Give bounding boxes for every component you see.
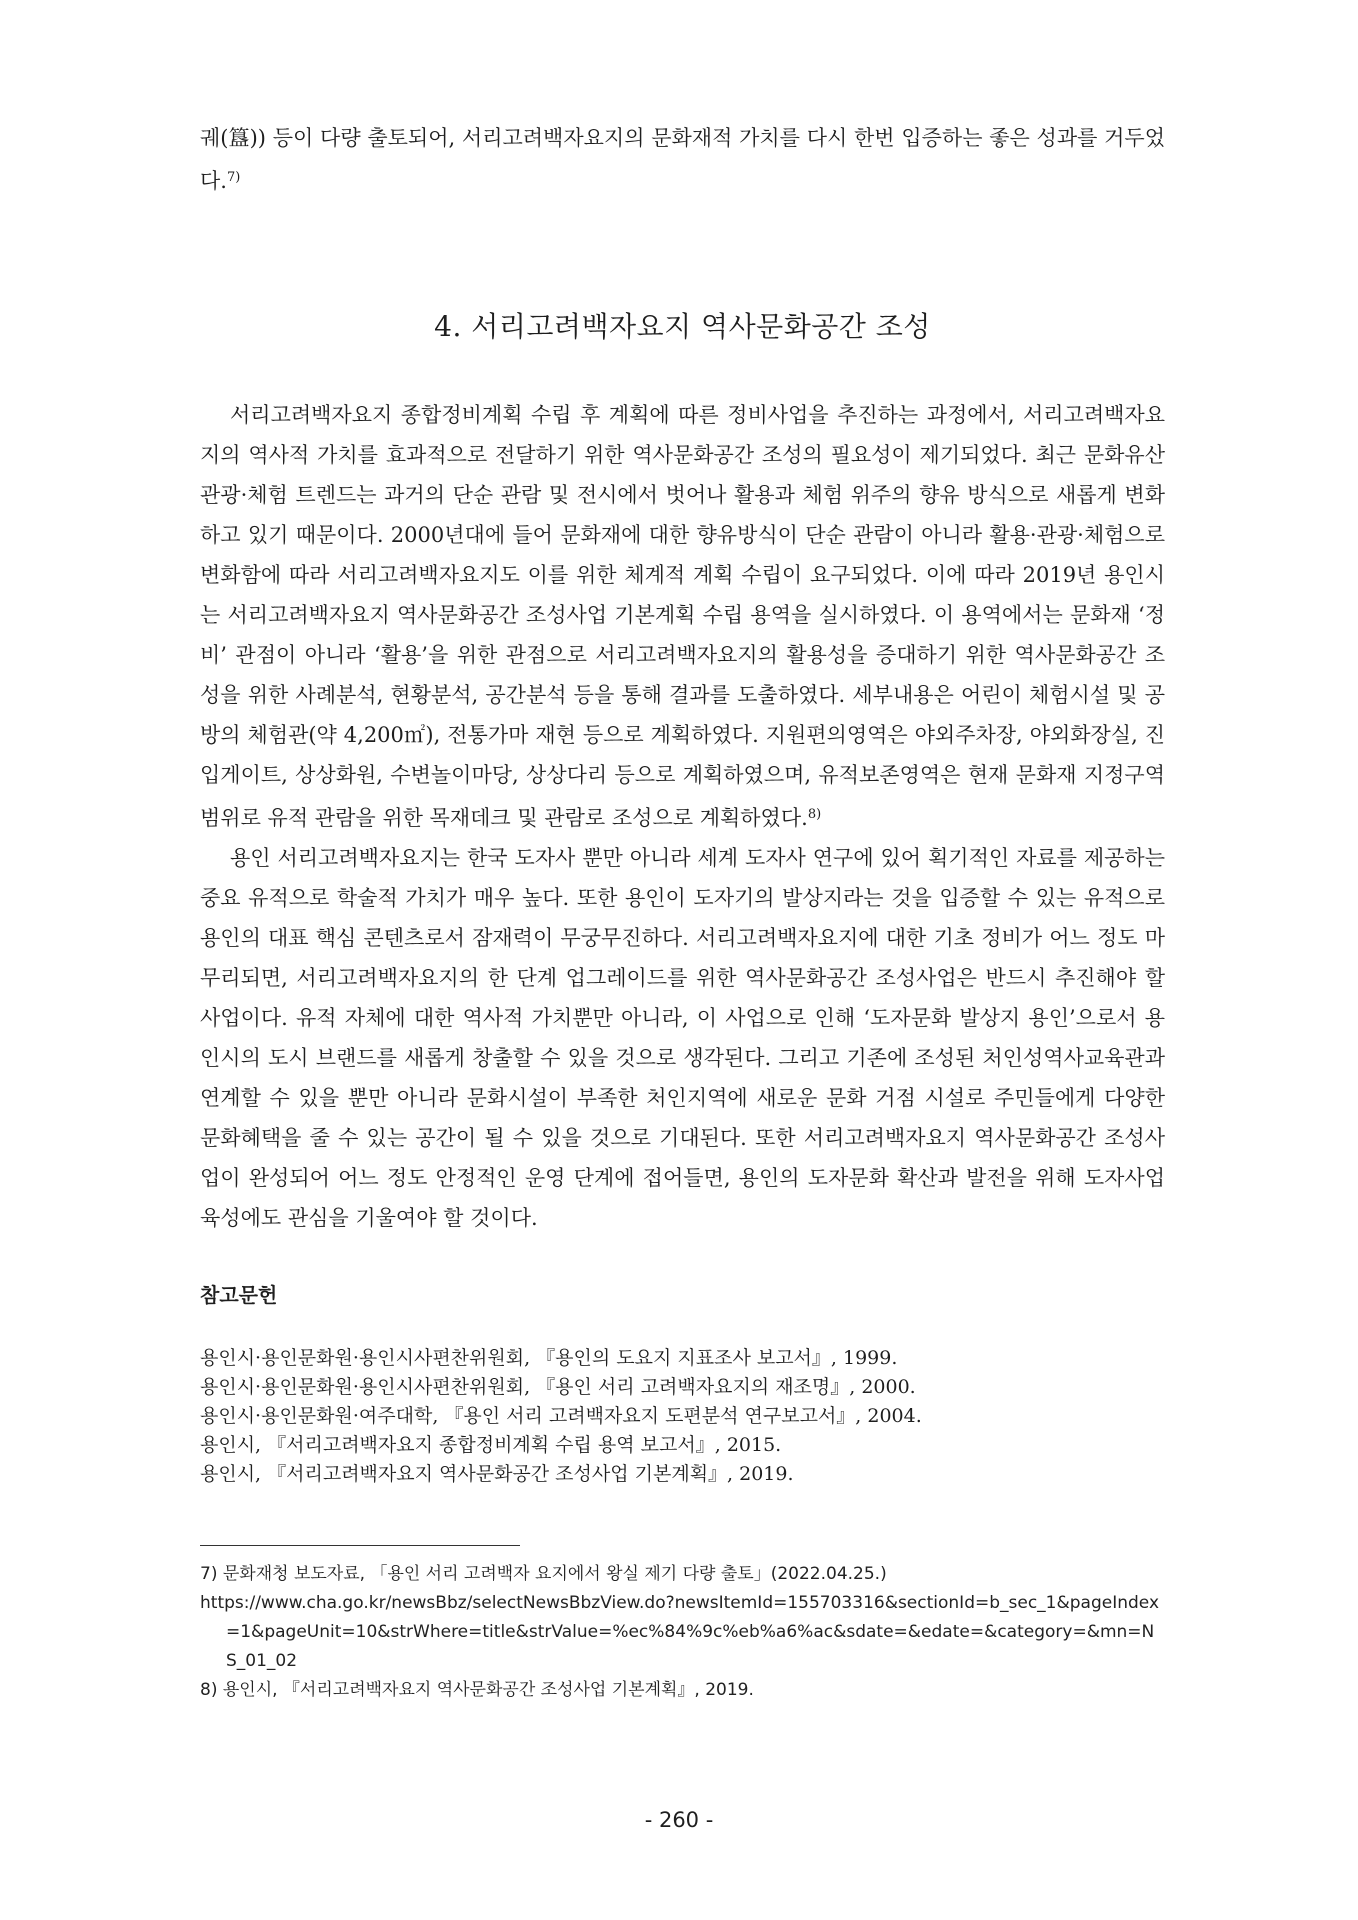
references-title: 참고문헌 xyxy=(200,1283,278,1307)
footnote-ref-8[interactable]: 8) xyxy=(807,807,822,822)
reference-item: 용인시·용인문화원·용인시사편찬위원회, 『용인의 도요지 지표조사 보고서』, 1999. xyxy=(200,1347,898,1369)
footnote-ref-7[interactable]: 7) xyxy=(226,170,241,185)
section-heading: 4. 서리고려백자요지 역사문화공간 조성 xyxy=(434,310,931,343)
footnote-divider xyxy=(200,1545,520,1546)
reference-item: 용인시, 『서리고려백자요지 역사문화공간 조성사업 기본계획』, 2019. xyxy=(200,1463,794,1485)
intro-paragraph xyxy=(200,118,1165,201)
body-paragraph-text: 서리고려백자요지 종합정비계획 수립 후 계획에 따른 정비사업을 추진하는 과정에서, 서리고려백자요지의 역사적 가치를 효과적으로 전달하기 위한 역사문화공간 조성의 필요성이 제기되었다. 최근 문화유산 관광·체험 트렌드는 과거의 단순 관람 및 전시에서 벗어나 활용과 체험 위주의 향유 방식으로 새롭게 변화하고 있기 때문이다. 2000년대에 들어 문화재에 대한 향유방식이 단순 관람이 아니라 활용·관광·체험으로 변화함에 따라 서리고려백자요지도 이를 위한 체계적 계획 수립이 요구되었다. 이에 따라 2019년 용인시는 서리고려백자요지 역사문화공간 조성사업 기본계획 수립 용역을 실시하였다. 이 용역에서는 문화재 ‘정비’ 관점이 아니라 ‘활용’을 위한 관점으로 서리고려백자요지의 활용성을 증대하기 위한 역사문화공간 조성을 위한 사례분석, 현황분석, 공간분석 등을 통해 결과를 도출하였다. 세부내용은 어린이 체험시설 및 공방의 체험관(약 4,200㎡), 전통가마 재현 등으로 계획하였다. 지원편의영역은 야외주차장, 야외화장실, 진입게이트, 상상화원, 수변놀이마당, 상상다리 등으로 계획하였으며, 유적보존영역은 현재 문화재 지정구역 범위로 유적 관람을 위한 목재데크 및 관람로 조성으로 계획하였다. xyxy=(200,403,1165,830)
intro-paragraph-text: 궤(簋)) 등이 다량 출토되어, 서리고려백자요지의 문화재적 가치를 다시 한번 입증하는 좋은 성과를 거두었다. xyxy=(200,126,1165,193)
body-paragraph-text: 용인 서리고려백자요지는 한국 도자사 뿐만 아니라 세계 도자사 연구에 있어 획기적인 자료를 제공하는 중요 유적으로 학술적 가치가 매우 높다. 또한 용인이 도자기의 발상지라는 것을 입증할 수 있는 유적으로 용인의 대표 핵심 콘텐츠로서 잠재력이 무궁무진하다. 서리고려백자요지에 대한 기초 정비가 어느 정도 마무리되면, 서리고려백자요지의 한 단계 업그레이드를 위한 역사문화공간 조성사업은 반드시 추진해야 할 사업이다. 유적 자체에 대한 역사적 가치뿐만 아니라, 이 사업으로 인해 ‘도자문화 발상지 용인’으로서 용인시의 도시 브랜드를 새롭게 창출할 수 있을 것으로 생각된다. 그리고 기존에 조성된 처인성역사교육관과 연계할 수 있을 뿐만 아니라 문화시설이 부족한 처인지역에 새로운 문화 거점 시설로 주민들에게 다양한 문화혜택을 줄 수 있는 공간이 될 수 있을 것으로 기대된다. 또한 서리고려백자요지 역사문화공간 조성사업이 완성되어 어느 정도 안정적인 운영 단계에 접어들면, 용인의 도자문화 확산과 발전을 위해 도자사업 육성에도 관심을 기울여야 할 것이다. xyxy=(200,846,1165,1230)
footnotes xyxy=(200,1560,1165,1705)
reference-item: 용인시·용인문화원·용인시사편찬위원회, 『용인 서리 고려백자요지의 재조명』, 2000. xyxy=(200,1376,916,1398)
footnote-8: 8) 용인시, 『서리고려백자요지 역사문화공간 조성사업 기본계획』, 2019. xyxy=(200,1680,754,1700)
footnote-7: 7) 문화재청 보도자료, 「용인 서리 고려백자 요지에서 왕실 제기 다량 출토」(2022.04.25.) xyxy=(200,1564,887,1584)
body-paragraph xyxy=(200,838,1165,1238)
reference-item: 용인시, 『서리고려백자요지 종합정비계획 수립 용역 보고서』, 2015. xyxy=(200,1434,782,1456)
references-list xyxy=(200,1344,1165,1489)
body-paragraph xyxy=(200,395,1165,838)
document-page xyxy=(200,118,1165,1705)
reference-item: 용인시·용인문화원·여주대학, 『용인 서리 고려백자요지 도편분석 연구보고서』, 2004. xyxy=(200,1405,922,1427)
footnote-7-url[interactable]: https://www.cha.go.kr/newsBbz/selectNewsBbzView.do?newsItemId=155703316&sectionId=b_sec_1&pageIndex=1&pageUnit=10&strWhere=title&strValue=%ec%84%9c%eb%a6%ac&sdate=&edate=&category=&mn=NS_01_02 xyxy=(200,1593,1160,1671)
page-number: - 260 - xyxy=(644,1808,714,1832)
